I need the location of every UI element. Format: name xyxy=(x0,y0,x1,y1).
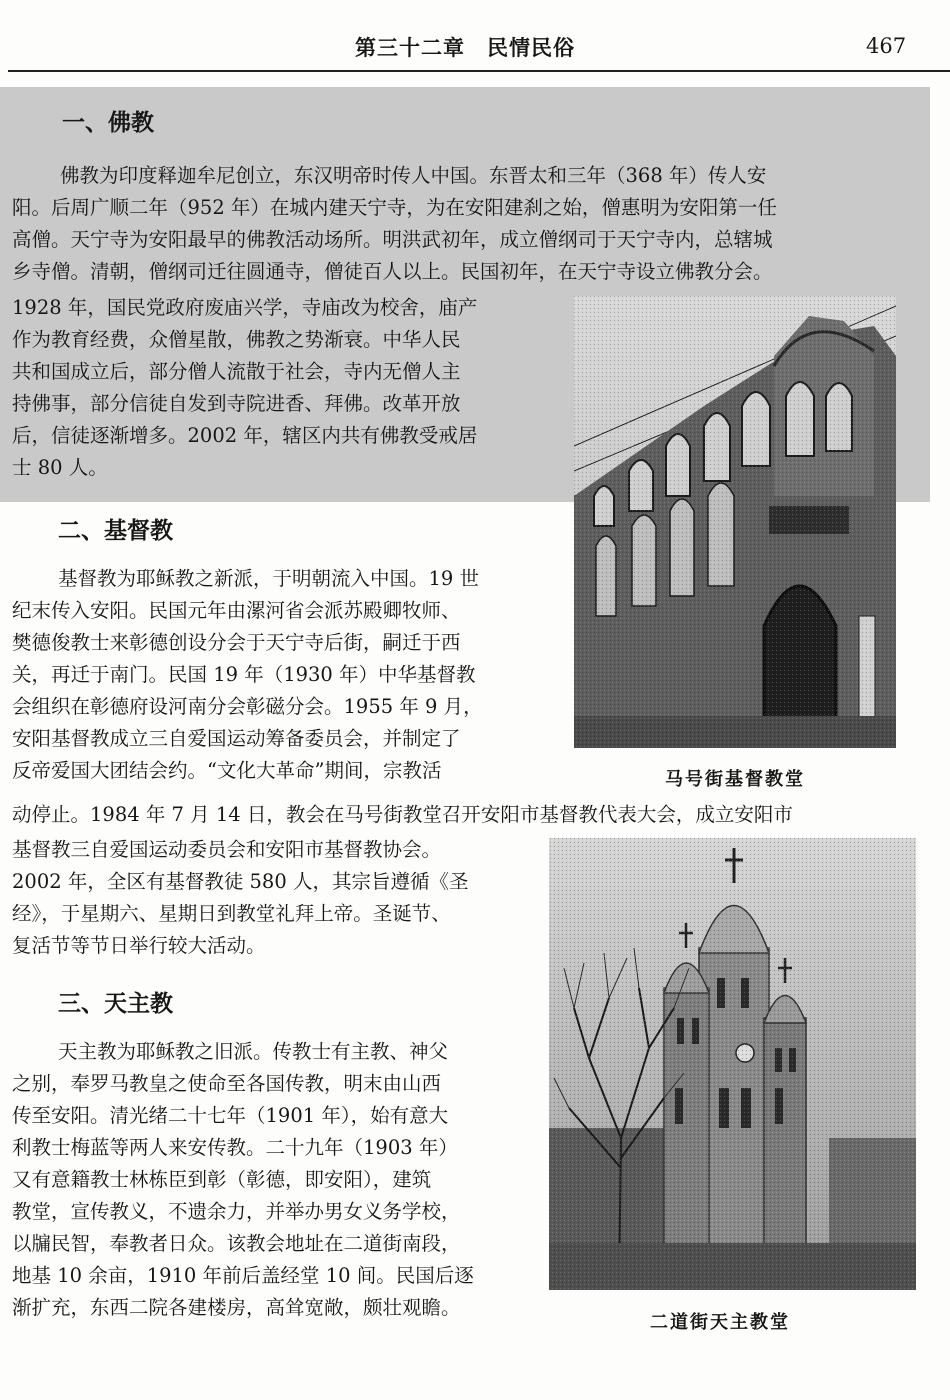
text-line: 士 80 人。 xyxy=(12,456,108,479)
text-line: 利教士梅蓝等两人来安传教。二十九年（1903 年） xyxy=(12,1136,458,1159)
text-line: 动停止。1984 年 7 月 14 日，教会在马号街教堂召开安阳市基督教代表大会，成立安阳市 xyxy=(12,803,793,826)
text-line: 基督教为耶稣教之新派，于明朝流入中国。19 世 xyxy=(58,567,480,590)
text-line: 又有意籍教士林栋臣到彰（彰德，即安阳），建筑 xyxy=(12,1168,432,1191)
text-line: 樊德俊教士来彰德创设分会于天宁寺后街，嗣迁于西 xyxy=(12,631,461,654)
section-heading-christianity: 二、基督教 xyxy=(58,517,173,544)
text-line: 纪末传入安阳。民国元年由漯河省会派苏殿卿牧师、 xyxy=(12,599,461,622)
text-line: 持佛事，部分信徒自发到寺院进香、拜佛。改革开放 xyxy=(12,392,461,415)
text-line: 教堂，宣传教义，不遗余力，并举办男女义务学校， xyxy=(12,1200,461,1223)
text-line: 高僧。天宁寺为安阳最早的佛教活动场所。明洪武初年，成立僧纲司于天宁寺内，总辖城 xyxy=(12,228,773,251)
text-line: 渐扩充，东西二院各建楼房，高耸宽敞，颇壮观瞻。 xyxy=(12,1296,461,1319)
text-line: 反帝爱国大团结会约。“文化大革命”期间，宗教活 xyxy=(12,759,442,782)
caption-erdao-church: 二道街天主教堂 xyxy=(650,1312,790,1333)
header-rule xyxy=(8,70,950,72)
paragraph-christianity-full xyxy=(12,799,930,831)
paragraph-catholicism xyxy=(12,1036,537,1324)
text-line: 传至安阳。清光绪二十七年（1901 年），始有意大 xyxy=(12,1104,449,1127)
photo-erdao-church xyxy=(549,838,916,1290)
text-line: 复活节等节日举行较大活动。 xyxy=(12,934,266,957)
section-heading-buddhism: 一、佛教 xyxy=(62,109,154,136)
caption-mahao-church: 马号街基督教堂 xyxy=(665,769,805,790)
chapter-title: 第三十二章 民情民俗 xyxy=(355,35,575,60)
page-number: 467 xyxy=(866,34,907,58)
text-line: 以牖民智，奉教者日众。该教会地址在二道街南段， xyxy=(12,1232,461,1255)
paragraph-buddhism-wide xyxy=(12,192,930,288)
page-header xyxy=(0,0,950,72)
text-line: 2002 年，全区有基督教徒 580 人，其宗旨遵循《圣 xyxy=(12,870,469,893)
paragraph-christianity-narrow xyxy=(12,563,565,787)
text-line: 经》，于星期六、星期日到教堂礼拜上帝。圣诞节、 xyxy=(12,902,451,925)
paragraph-buddhism-narrow xyxy=(12,292,567,484)
text-line: 后，信徒逐渐增多。2002 年，辖区内共有佛教受戒居 xyxy=(12,424,478,447)
text-line: 阳。后周广顺二年（952 年）在城内建天宁寺，为在安阳建刹之始，僧惠明为安阳第一任 xyxy=(12,196,777,219)
cathedral-photo-illustration xyxy=(549,838,916,1290)
text-line: 之别，奉罗马教皇之使命至各国传教，明末由山西 xyxy=(12,1072,442,1095)
text-line: 地基 10 余亩，1910 年前后盖经堂 10 间。民国后逐 xyxy=(12,1264,474,1287)
paragraph-christianity-after xyxy=(12,834,542,962)
text-line: 基督教三自爱国运动委员会和安阳市基督教协会。 xyxy=(12,838,442,861)
text-line: 1928 年，国民党政府废庙兴学，寺庙改为校舍，庙产 xyxy=(12,296,478,319)
text-line: 乡寺僧。清朝，僧纲司迁往圆通寺，僧徒百人以上。民国初年，在天宁寺设立佛教分会。 xyxy=(12,260,773,283)
photo-mahao-church xyxy=(574,296,896,748)
text-line: 关，再迁于南门。民国 19 年（1930 年）中华基督教 xyxy=(12,663,476,686)
paragraph-buddhism-full xyxy=(60,160,930,192)
text-line: 会组织在彰德府设河南分会彰磁分会。1955 年 9 月， xyxy=(12,695,483,718)
text-line: 天主教为耶稣教之旧派。传教士有主教、神父 xyxy=(58,1040,449,1063)
church-photo-illustration xyxy=(574,296,896,748)
text-line: 安阳基督教成立三自爱国运动筹备委员会，并制定了 xyxy=(12,727,461,750)
text-line: 共和国成立后，部分僧人流散于社会，寺内无僧人主 xyxy=(12,360,461,383)
text-line: 佛教为印度释迦牟尼创立，东汉明帝时传人中国。东晋太和三年（368 年）传人安 xyxy=(60,164,767,187)
section-heading-catholicism: 三、天主教 xyxy=(58,990,173,1017)
text-line: 作为教育经费，众僧星散，佛教之势渐衰。中华人民 xyxy=(12,328,461,351)
